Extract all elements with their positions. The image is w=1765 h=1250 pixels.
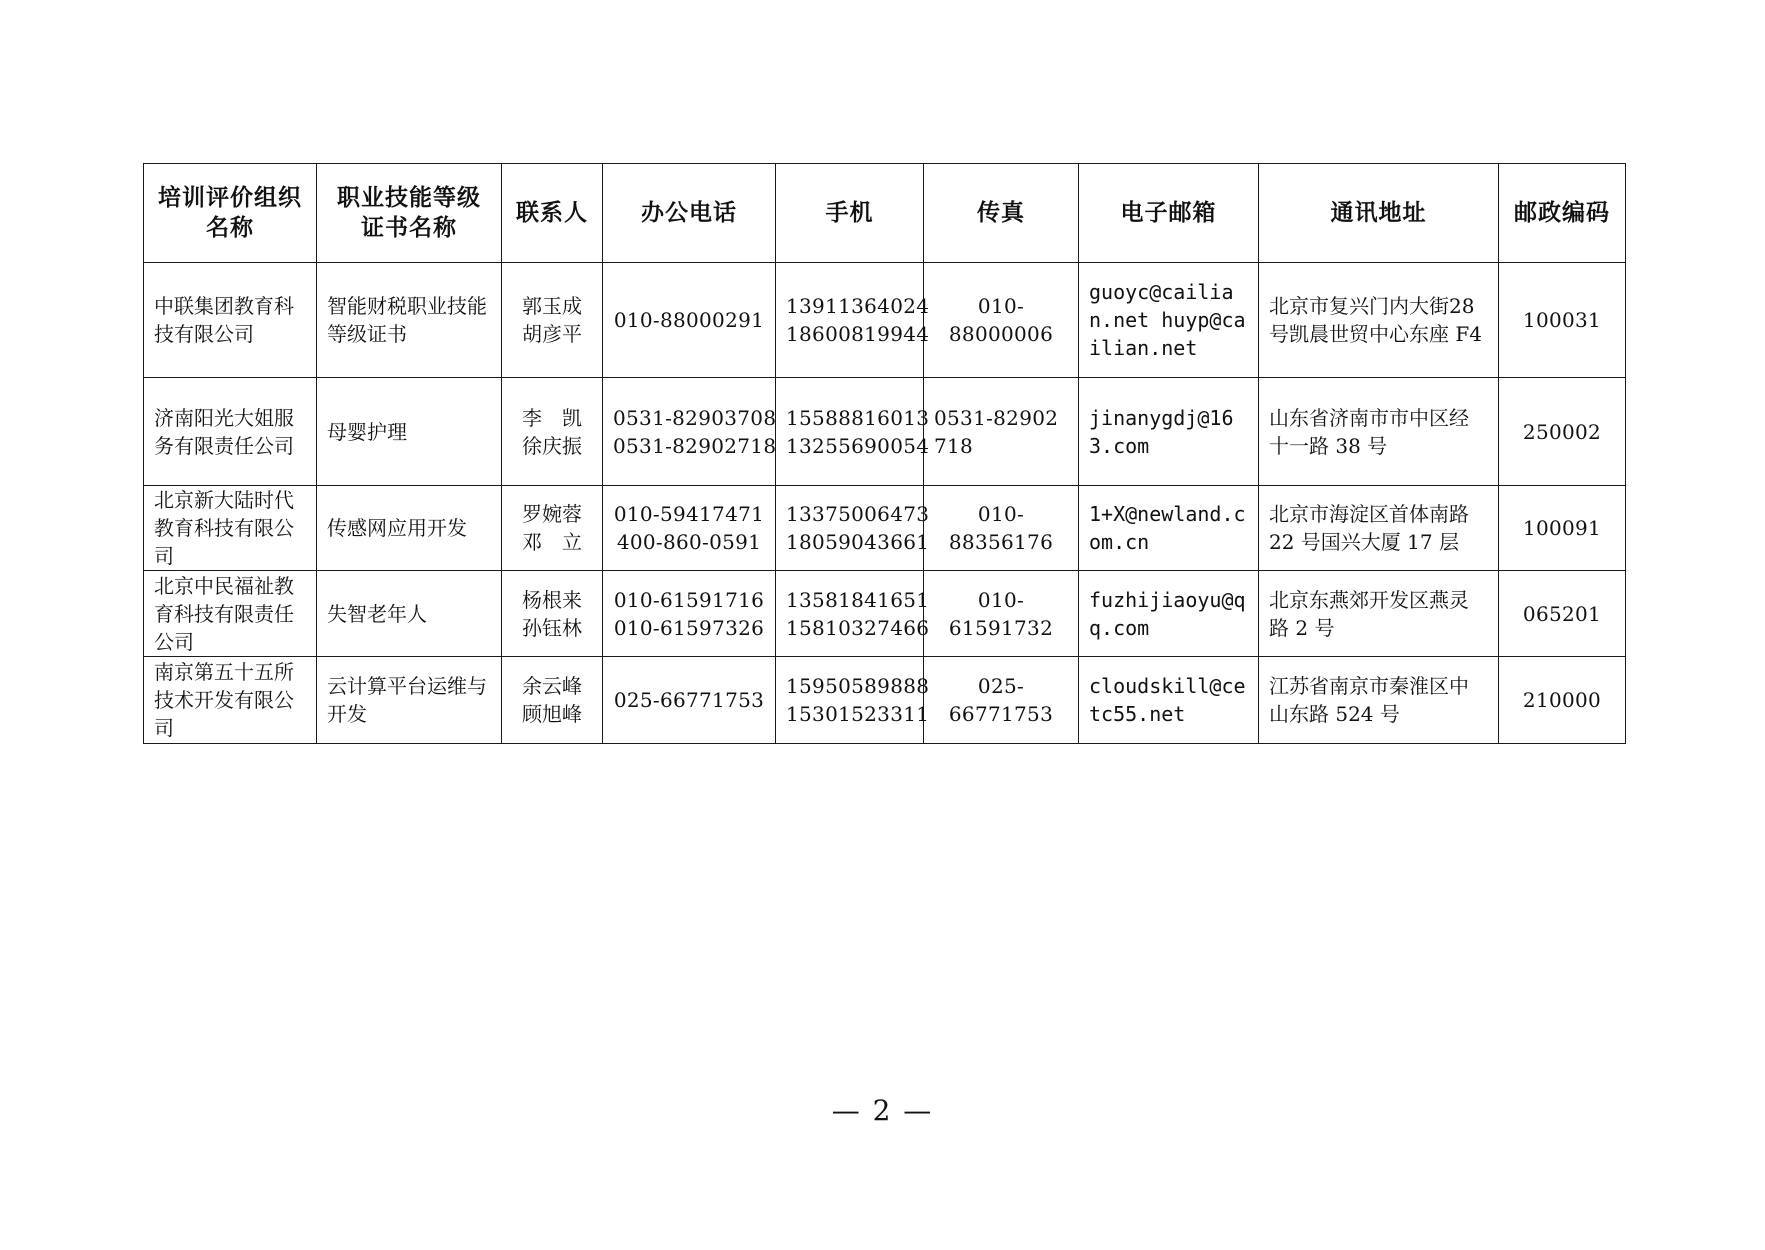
postcode: 100031 [1499,263,1626,378]
office-phone: 010-88000291 [613,308,765,332]
fax-number: 010-61591732 [924,571,1079,657]
contact-person: 郭玉成 [522,294,582,318]
mobile: 15588816013 [786,405,930,430]
contact-persons [502,486,603,571]
mobile: 15810327466 [786,615,930,640]
contact-persons [502,571,603,657]
office-phone: 010-59417471 [613,502,765,526]
org-name: 南京第五十五所技术开发有限公司 [144,657,317,744]
contact-person: 杨根来 [522,587,582,612]
postcode: 100091 [1499,486,1626,571]
contact-persons [502,378,603,486]
email-address: cloudskill@cetc55.net [1079,657,1259,744]
mobiles [776,263,930,378]
header-mobile: 手机 [776,164,924,263]
contact-persons [502,657,603,744]
mailing-address: 山东省济南市市中区经十一路 38 号 [1259,378,1499,486]
header-fax: 传真 [924,164,1079,263]
mobile: 13911364024 [786,294,930,318]
office-phones [603,657,776,744]
org-name: 北京中民福祉教育科技有限责任公司 [144,571,317,657]
header-org: 培训评价组织名称 [144,164,317,263]
table-row [144,571,1626,657]
header-office-phone: 办公电话 [603,164,776,263]
mobile: 18600819944 [786,322,930,346]
office-phone: 0531-82903708 [613,405,777,430]
table-row [144,486,1626,571]
contact-person: 孙钰林 [522,615,582,640]
cert-name: 母婴护理 [317,378,502,486]
office-phone: 025-66771753 [613,688,765,712]
mailing-address: 北京市海淀区首体南路 22 号国兴大厦 17 层 [1259,486,1499,571]
postcode: 250002 [1499,378,1626,486]
header-address: 通讯地址 [1259,164,1499,263]
mailing-address: 北京市复兴门内大街28 号凯晨世贸中心东座 F4 [1259,263,1499,378]
header-email: 电子邮箱 [1079,164,1259,263]
mobile: 15950589888 [786,674,930,698]
table-row [144,657,1626,744]
mailing-address: 北京东燕郊开发区燕灵路 2 号 [1259,571,1499,657]
fax-number: 025-66771753 [924,657,1079,744]
fax-number: 010-88356176 [924,486,1079,571]
office-phones [603,571,776,657]
contact-person: 余云峰 [522,674,582,698]
contact-person: 徐庆振 [522,433,582,458]
cert-name: 失智老年人 [317,571,502,657]
fax-number: 0531-82902718 [924,378,1079,486]
header-cert: 职业技能等级证书名称 [317,164,502,263]
org-name: 中联集团教育科技有限公司 [144,263,317,378]
contact-persons [502,263,603,378]
header-postcode: 邮政编码 [1499,164,1626,263]
mobile: 13255690054 [786,433,930,458]
contact-person: 顾旭峰 [522,702,582,726]
mobile: 15301523311 [786,702,930,726]
cert-name: 云计算平台运维与开发 [317,657,502,744]
contact-person: 胡彦平 [522,322,582,346]
email-address: jinanygdj@163.com [1079,378,1259,486]
org-name: 北京新大陆时代教育科技有限公司 [144,486,317,571]
fax-number: 010-88000006 [924,263,1079,378]
email-address: guoyc@cailian.net huyp@cailian.net [1079,263,1259,378]
mobile: 18059043661 [786,530,930,554]
office-phone: 400-860-0591 [616,530,762,554]
office-phones [603,378,776,486]
postcode: 210000 [1499,657,1626,744]
table-header-row [144,164,1626,263]
mobiles [776,486,930,571]
table-row [144,378,1626,486]
contact-person: 罗婉蓉 [522,502,582,526]
mobiles [776,571,930,657]
office-phone: 010-61591716 [613,587,765,612]
postcode: 065201 [1499,571,1626,657]
table-row [144,263,1626,378]
mobile: 13375006473 [786,502,930,526]
office-phones [603,263,776,378]
mobiles [776,378,930,486]
mailing-address: 江苏省南京市秦淮区中山东路 524 号 [1259,657,1499,744]
office-phone: 0531-82902718 [613,433,777,458]
contact-person: 李 凯 [522,405,582,430]
organization-contact-table [143,163,1626,744]
email-address: fuzhijiaoyu@qq.com [1079,571,1259,657]
cert-name: 传感网应用开发 [317,486,502,571]
office-phones [603,486,776,571]
email-address: 1+X@newland.com.cn [1079,486,1259,571]
page-number: — 2 — [831,1094,934,1127]
office-phone: 010-61597326 [613,615,765,640]
cert-name: 智能财税职业技能等级证书 [317,263,502,378]
mobile: 13581841651 [786,587,930,612]
header-contact: 联系人 [502,164,603,263]
mobiles [776,657,930,744]
contact-person: 邓 立 [522,530,582,554]
org-name: 济南阳光大姐服务有限责任公司 [144,378,317,486]
